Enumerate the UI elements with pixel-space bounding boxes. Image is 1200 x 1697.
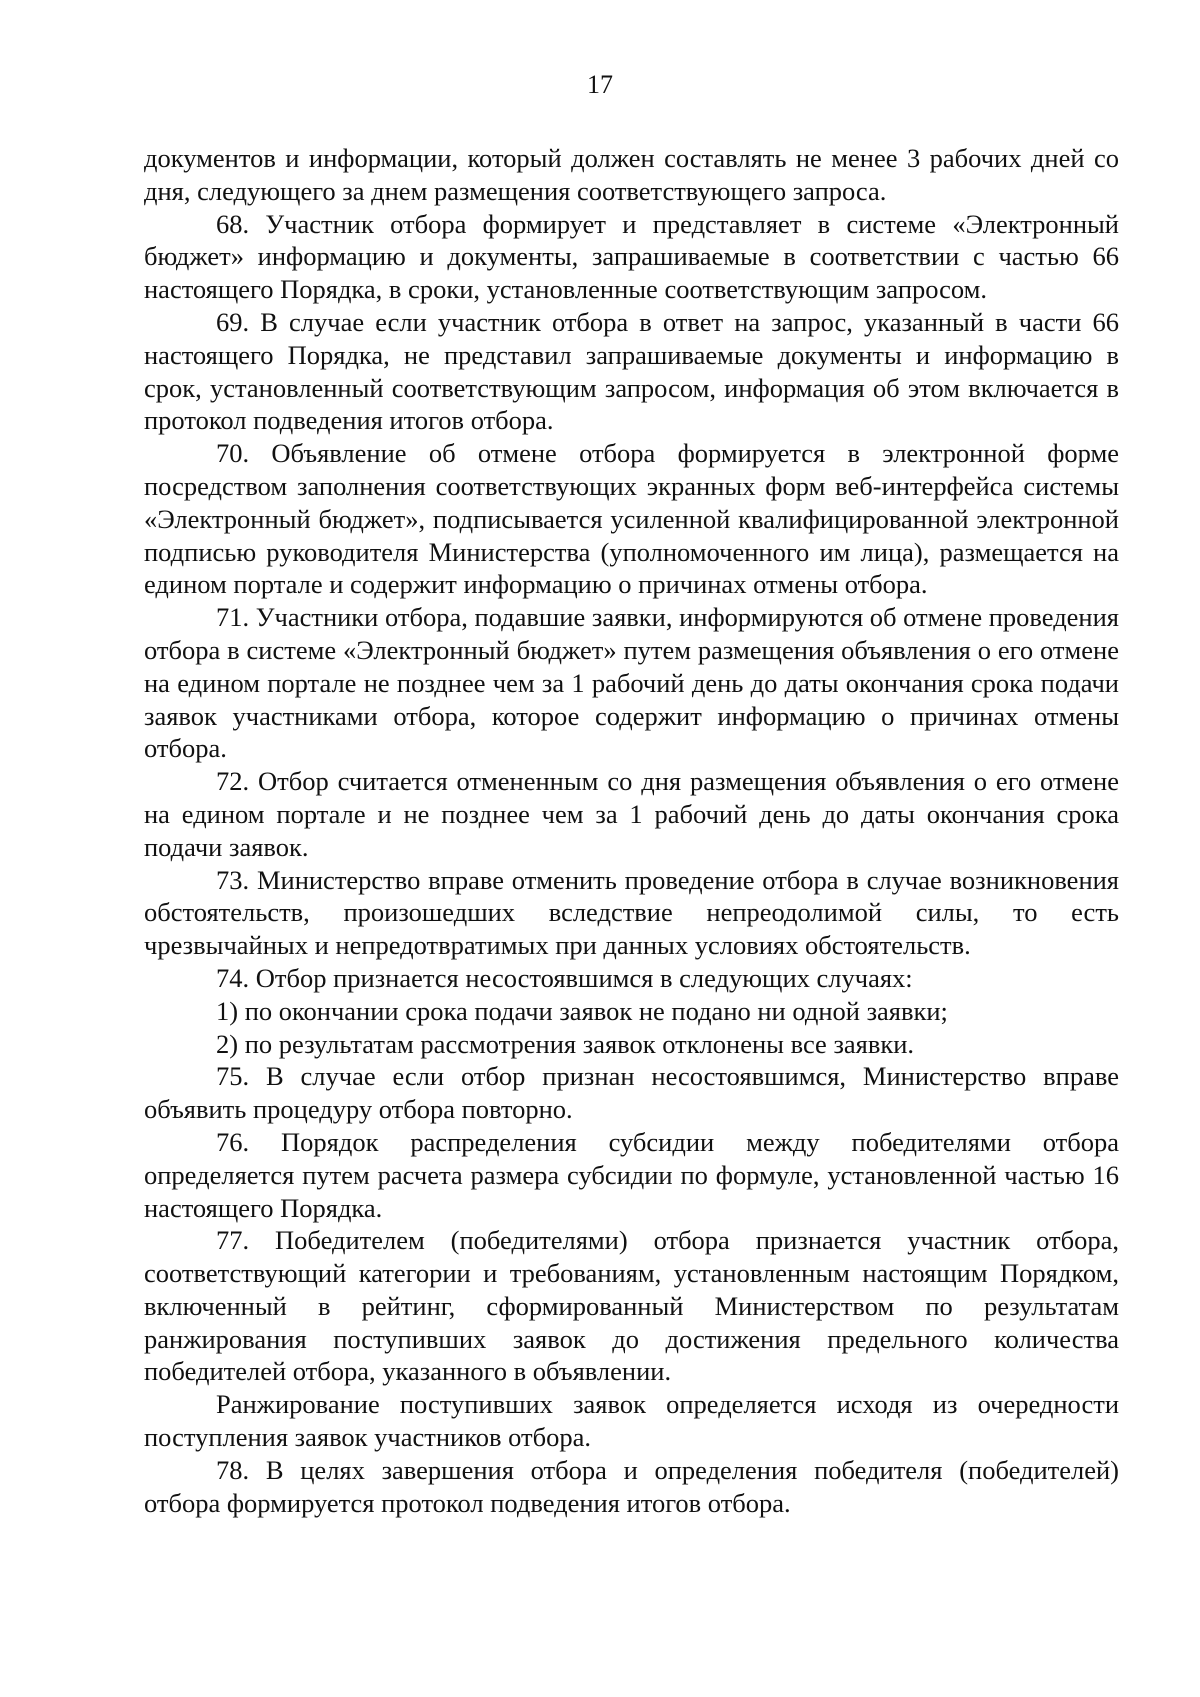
paragraph-72: 72. Отбор считается отмененным со дня размещения объявления о его отмене на едином портале и не позднее чем за 1 рабочий день до даты окончания срока подачи заявок. [144, 766, 1119, 862]
paragraph-68: 68. Участник отбора формирует и представляет в системе «Электронный бюджет» информацию и документы, запрашиваемые в соответствии с частью 66 настоящего Порядка, в сроки, установленные соответствующим запросом. [144, 208, 1119, 305]
paragraph-74-item-1: 1) по окончании срока подачи заявок не подано ни одной заявки; [216, 995, 948, 1026]
paragraph-76: 76. Порядок распределения субсидии между победителями отбора определяется путем расчета размера субсидии по формуле, установленной частью 16 настоящего Порядка. [144, 1126, 1119, 1223]
paragraph-77: 77. Победителем (победителями) отбора признается участник отбора, соответствующий категории и требованиям, установленным настоящим Порядком, включенный в рейтинг, сформированный Министерством по результатам ранжирования поступивших заявок до достижения предельного количества победителей отбора, указанного в объявлении. [144, 1225, 1119, 1387]
paragraph-71: 71. Участники отбора, подавшие заявки, информируются об отмене проведения отбора в системе «Электронный бюджет» путем размещения объявления о его отмене на едином портале не позднее чем за 1 рабочий день до даты окончания срока подачи заявок участниками отбора, которое содержит информацию о причинах отмены отбора. [144, 602, 1119, 764]
paragraph-continuation: документов и информации, который должен составлять не менее 3 рабочих дней со дня, следующего за днем размещения соответствующего запроса. [144, 143, 1119, 206]
document-body [144, 142, 1119, 1519]
paragraph-75: 75. В случае если отбор признан несостоявшимся, Министерство вправе объявить процедуру отбора повторно. [144, 1061, 1119, 1125]
paragraph-74-item-2: 2) по результатам рассмотрения заявок отклонены все заявки. [216, 1028, 915, 1059]
paragraph-ranking: Ранжирование поступивших заявок определяется исходя из очередности поступления заявок участников отбора. [144, 1389, 1119, 1453]
paragraph-74: 74. Отбор признается несостоявшимся в следующих случаях: [216, 962, 913, 993]
paragraph-70: 70. Объявление об отмене отбора формируется в электронной форме посредством заполнения соответствующих экранных форм веб-интерфейса системы «Электронный бюджет», подписывается усиленной квалифицированной электронной подписью руководителя Министерства (уполномоченного им лица), размещается на едином портале и содержит информацию о причинах отмены отбора. [144, 438, 1119, 600]
paragraph-69: 69. В случае если участник отбора в ответ на запрос, указанный в части 66 настоящего Порядка, не представил запрашиваемые документы и информацию в срок, установленный соответствующим запросом, информация об этом включается в протокол подведения итогов отбора. [144, 306, 1119, 436]
page-number: 17 [587, 70, 613, 99]
paragraph-73: 73. Министерство вправе отменить проведение отбора в случае возникновения обстоятельств, произошедших вследствие непреодолимой силы, то есть чрезвычайных и непредотвратимых при данных условиях обстоятельств. [144, 864, 1119, 961]
paragraph-78: 78. В целях завершения отбора и определения победителя (победителей) отбора формируется протокол подведения итогов отбора. [144, 1454, 1119, 1518]
